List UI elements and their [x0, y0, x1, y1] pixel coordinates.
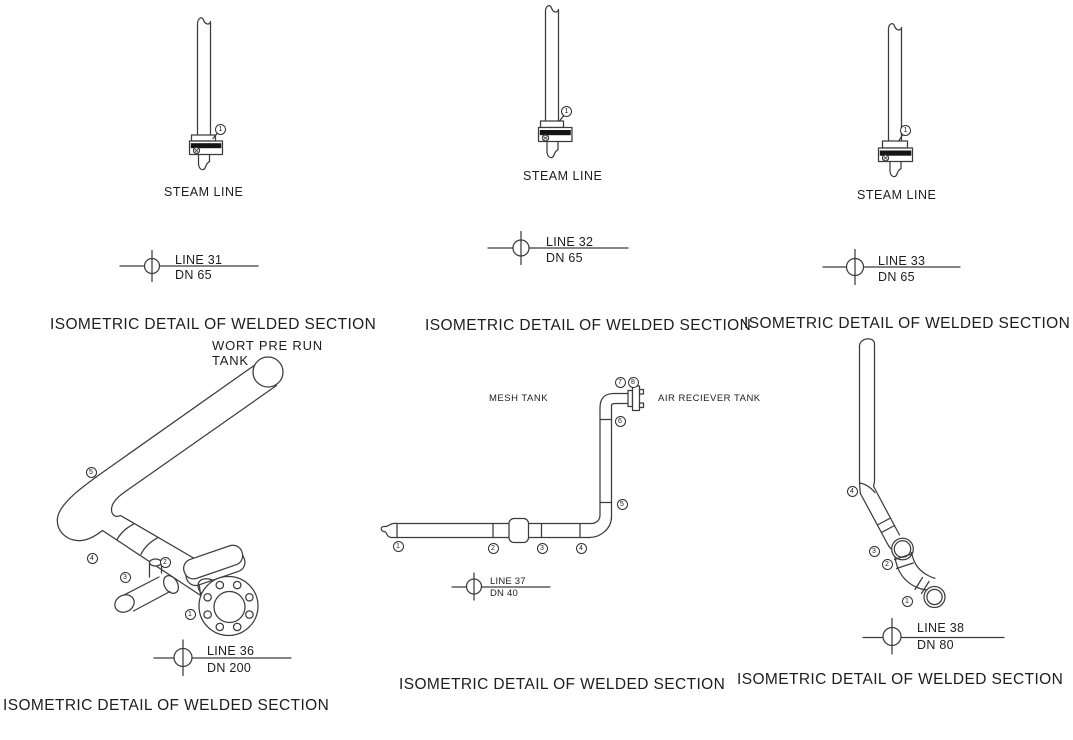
- pipe-run: [381, 394, 628, 538]
- clamp-fitting: [539, 116, 573, 158]
- steam-line-32-drawing: [480, 2, 650, 272]
- equipment-label: STEAM LINE: [857, 188, 937, 202]
- clamp-fitting: [190, 133, 223, 170]
- weld-marker: 2: [882, 559, 893, 570]
- equipment-label: TANK: [212, 353, 249, 368]
- source-tank-label: MESH TANK: [489, 393, 549, 404]
- weld-marker: 3: [869, 546, 880, 557]
- equipment-label: STEAM LINE: [523, 169, 603, 183]
- weld-marker: 4: [87, 553, 98, 564]
- weld-marker: 4: [847, 486, 858, 497]
- dn-size-label: DN 65: [878, 269, 915, 284]
- weld-marker: 1: [215, 124, 226, 135]
- weld-marker: 1: [393, 541, 404, 552]
- destination-tank-label: AIR RECIEVER TANK: [658, 393, 761, 404]
- panel-title: ISOMETRIC DETAIL OF WELDED SECTION: [50, 316, 377, 333]
- steam-line-33-drawing: [810, 18, 990, 293]
- pipe: [888, 24, 901, 141]
- weld-marker: 1: [185, 609, 196, 620]
- dn-size-label: DN 65: [546, 250, 583, 265]
- dn-size-label: DN 65: [175, 267, 212, 282]
- mesh-tank-drawing: [375, 372, 665, 607]
- line-number-label: LINE 38: [917, 621, 965, 635]
- line-number-label: LINE 33: [878, 253, 926, 268]
- panel-title: ISOMETRIC DETAIL OF WELDED SECTION: [399, 676, 726, 693]
- weld-marker: 1: [561, 106, 572, 117]
- weld-marker: 3: [120, 572, 131, 583]
- line-38-drawing: [835, 333, 1015, 658]
- panel-title: ISOMETRIC DETAIL OF WELDED SECTION: [425, 317, 752, 334]
- line-number-label: LINE 31: [175, 252, 223, 267]
- panel-title: ISOMETRIC DETAIL OF WELDED SECTION: [737, 671, 1064, 688]
- dn-size-label: DN 80: [917, 637, 954, 652]
- pipe-coupling: [509, 519, 529, 543]
- wort-tank-drawing: [35, 340, 335, 685]
- weld-marker: 5: [86, 467, 97, 478]
- line-number-label: LINE 36: [207, 644, 255, 658]
- tank-flange: [628, 386, 644, 411]
- panel-title: ISOMETRIC DETAIL OF WELDED SECTION: [744, 315, 1071, 332]
- pipe: [197, 18, 210, 135]
- weld-marker: 1: [900, 125, 911, 136]
- weld-marker: 8: [628, 377, 639, 388]
- weld-marker: 2: [160, 557, 171, 568]
- weld-marker: 6: [615, 416, 626, 427]
- panel-title: ISOMETRIC DETAIL OF WELDED SECTION: [3, 697, 330, 714]
- elbow-end-2: [924, 587, 945, 608]
- weld-marker: 1: [902, 596, 913, 607]
- weld-marker: 3: [537, 543, 548, 554]
- weld-marker: 4: [576, 543, 587, 554]
- weld-marker: 2: [488, 543, 499, 554]
- weld-marker: 5: [617, 499, 628, 510]
- dn-size-label: DN 200: [207, 660, 252, 675]
- equipment-label: WORT PRE RUN: [212, 338, 323, 353]
- dn-size-label: DN 40: [490, 587, 518, 599]
- weld-marker: 7: [615, 377, 626, 388]
- pipe: [545, 6, 558, 121]
- equipment-label: STEAM LINE: [164, 185, 244, 199]
- line-number-label: LINE 32: [546, 234, 594, 249]
- pipe-run: [859, 339, 899, 554]
- line-number-label: LINE 37: [490, 575, 526, 587]
- steam-line-31-drawing: [115, 5, 275, 295]
- tank-nozzle-circle: [253, 357, 283, 387]
- clamp-fitting: [879, 135, 913, 177]
